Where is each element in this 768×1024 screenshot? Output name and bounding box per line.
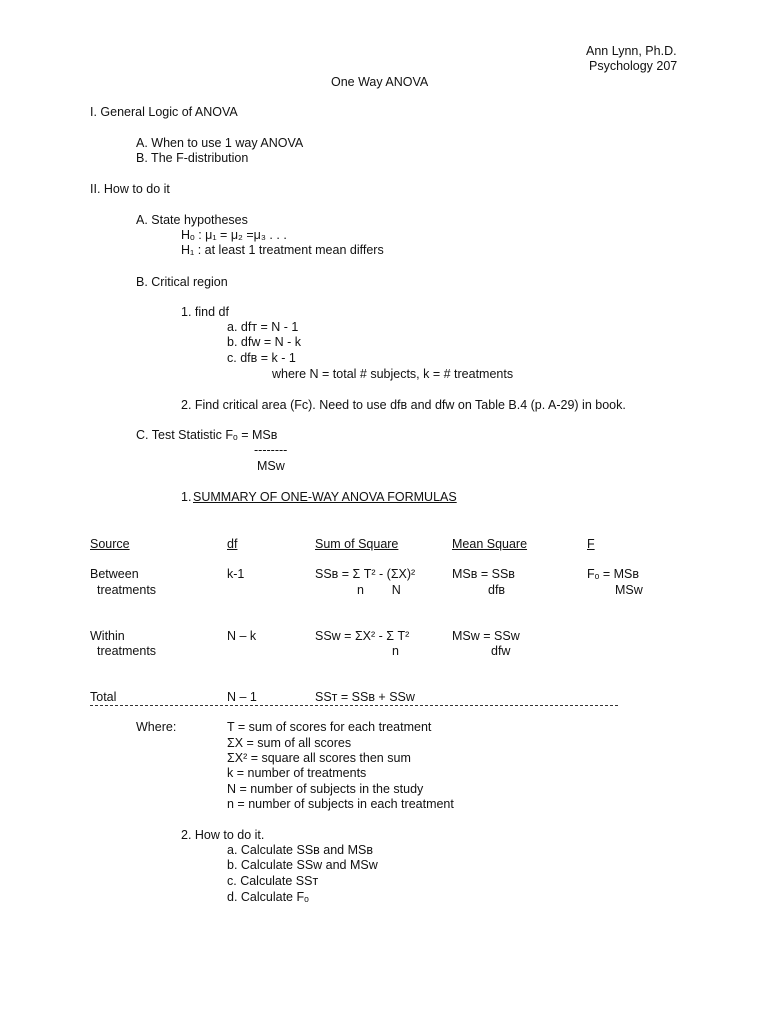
between-ss-denominators: n N xyxy=(357,583,401,597)
section-2c: C. Test Statistic Fₒ = MSʙ xyxy=(136,428,278,442)
between-f: Fₒ = MSʙ xyxy=(587,567,639,581)
where-label: Where: xyxy=(136,720,177,734)
where-item: ΣX = sum of all scores xyxy=(227,736,352,750)
df-within: b. dfw = N - k xyxy=(227,335,301,349)
where-item: N = number of subjects in the study xyxy=(227,782,424,796)
null-hypothesis: Hₒ : μ₁ = μ₂ =μ₃ . . . xyxy=(181,228,287,242)
between-ms: MSʙ = SSʙ xyxy=(452,567,515,581)
divider xyxy=(90,705,618,706)
where-item: T = sum of scores for each treatment xyxy=(227,720,432,734)
between-source-2: treatments xyxy=(97,583,157,597)
find-df: 1. find df xyxy=(181,305,229,319)
within-source-2: treatments xyxy=(97,644,157,658)
df-between: c. dfʙ = k - 1 xyxy=(227,351,296,365)
summary-title: SUMMARY OF ONE-WAY ANOVA FORMULAS xyxy=(193,490,457,504)
critical-area: 2. Find critical area (Fc). Need to use dfʙ and dfw on Table B.4 (p. A-29) in book. xyxy=(181,398,626,412)
within-df: N – k xyxy=(227,629,257,643)
where-item: n = number of subjects in each treatment xyxy=(227,797,454,811)
section-2b: B. Critical region xyxy=(136,275,228,289)
section-2-heading: II. How to do it xyxy=(90,182,170,196)
total-df: N – 1 xyxy=(227,690,257,704)
author-name: Ann Lynn, Ph.D. xyxy=(586,44,677,58)
between-ms-denominator: dfʙ xyxy=(488,583,506,597)
where-item: ΣX² = square all scores then sum xyxy=(227,751,411,765)
within-ss-denominator: n xyxy=(392,644,399,658)
section-2a: A. State hypotheses xyxy=(136,213,248,227)
within-ss: SSw = ΣX² - Σ T² xyxy=(315,629,410,643)
total-ss: SSᴛ = SSʙ + SSw xyxy=(315,690,415,704)
between-f-denominator: MSw xyxy=(615,583,643,597)
between-source: Between xyxy=(90,567,139,581)
col-header-ss: Sum of Square xyxy=(315,537,399,551)
where-n-k: where N = total # subjects, k = # treatments xyxy=(272,367,514,381)
col-header-f: F xyxy=(587,537,595,551)
step-item: c. Calculate SSᴛ xyxy=(227,874,319,888)
section-1a: A. When to use 1 way ANOVA xyxy=(136,136,304,150)
course-name: Psychology 207 xyxy=(589,59,678,73)
section-1-heading: I. General Logic of ANOVA xyxy=(90,105,238,119)
between-df: k-1 xyxy=(227,567,245,581)
alt-hypothesis: H₁ : at least 1 treatment mean differs xyxy=(181,243,384,257)
total-source: Total xyxy=(90,690,117,704)
step-item: d. Calculate Fₒ xyxy=(227,890,309,904)
summary-number: 1. xyxy=(181,490,192,504)
steps-title: 2. How to do it. xyxy=(181,828,265,842)
step-item: b. Calculate SSw and MSw xyxy=(227,858,378,872)
ms-within-denominator: MSw xyxy=(257,459,285,473)
where-item: k = number of treatments xyxy=(227,766,367,780)
within-ms-denominator: dfw xyxy=(491,644,511,658)
df-total: a. dfᴛ = N - 1 xyxy=(227,320,299,334)
col-header-ms: Mean Square xyxy=(452,537,528,551)
between-ss: SSʙ = Σ T² - (ΣX)² xyxy=(315,567,416,581)
col-header-source: Source xyxy=(90,537,130,551)
page-title: One Way ANOVA xyxy=(331,75,429,89)
within-source: Within xyxy=(90,629,125,643)
within-ms: MSw = SSw xyxy=(452,629,520,643)
col-header-df: df xyxy=(227,537,238,551)
section-1b: B. The F-distribution xyxy=(136,151,249,165)
fraction-line: -------- xyxy=(254,443,288,457)
step-item: a. Calculate SSʙ and MSʙ xyxy=(227,843,373,857)
